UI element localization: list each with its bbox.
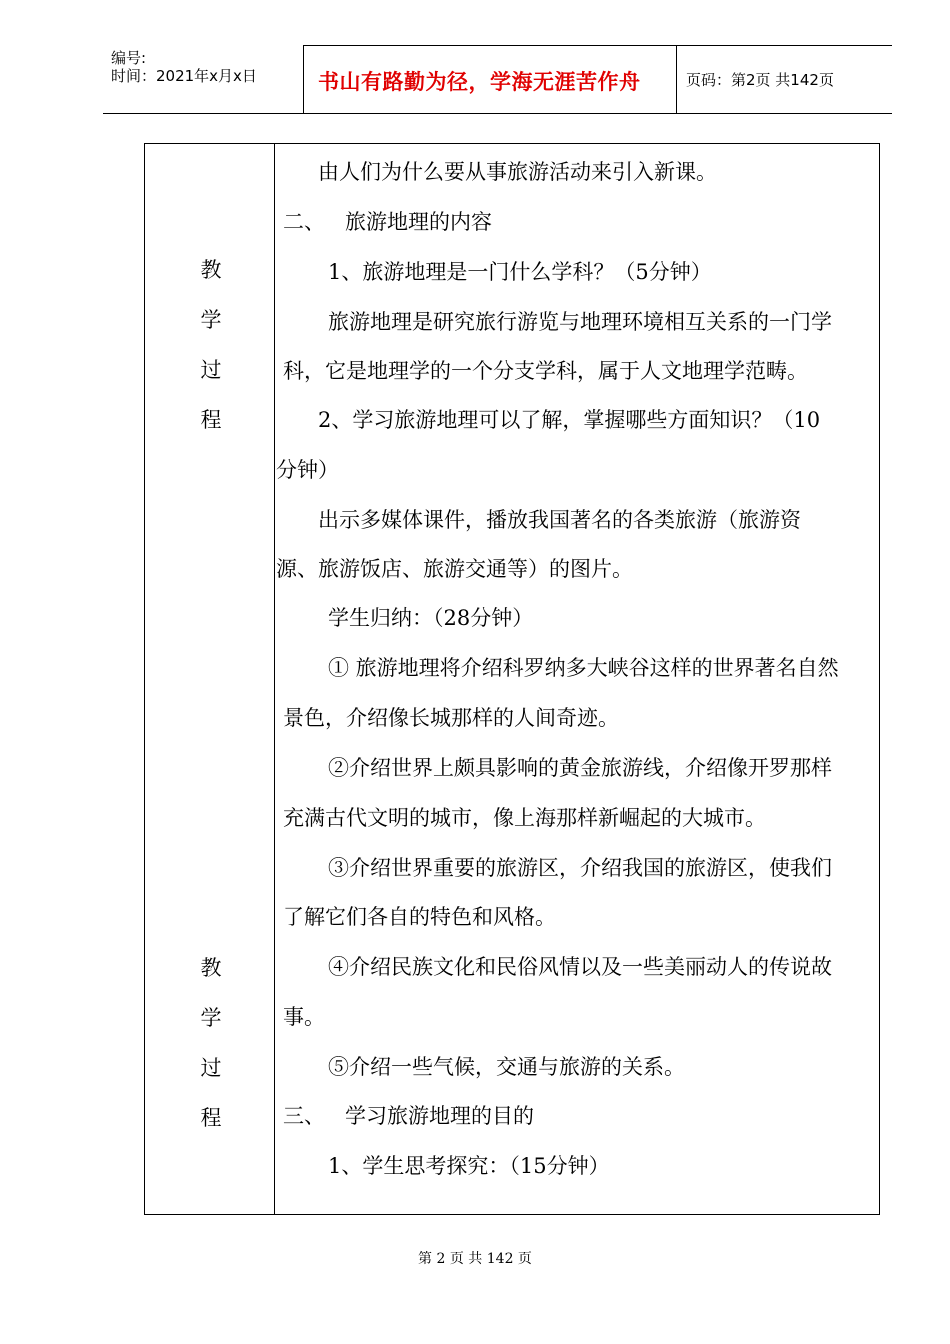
content-line: ① 旅游地理将介绍科罗纳多大峡谷这样的世界著名自然 [328, 656, 839, 680]
sidebar-char: 学 [200, 308, 222, 332]
sidebar-char: 教 [200, 956, 222, 980]
content-line: 分钟） [276, 458, 339, 482]
content-line: 科，它是地理学的一个分支学科，属于人文地理学范畴。 [283, 359, 808, 383]
header-divider-left [303, 45, 304, 113]
content-line: ③介绍世界重要的旅游区，介绍我国的旅游区，使我们 [328, 856, 832, 880]
header-bottom-rule [103, 113, 892, 114]
content-line: 事。 [283, 1005, 325, 1029]
sidebar-char: 教 [200, 258, 222, 282]
content-line: 由人们为什么要从事旅游活动来引入新课。 [318, 160, 717, 184]
sidebar-char: 过 [200, 358, 222, 382]
header-divider-right [676, 45, 677, 113]
content-line: 2、学习旅游地理可以了解，掌握哪些方面知识？（10 [318, 408, 821, 432]
content-line: 源、旅游饭店、旅游交通等）的图片。 [276, 557, 633, 581]
sidebar-char: 学 [200, 1006, 222, 1030]
content-line: ②介绍世界上颇具影响的黄金旅游线，介绍像开罗那样 [328, 756, 832, 780]
header-top-rule [303, 45, 892, 46]
document-time-label: 时间：2021年x月x日 [111, 67, 257, 85]
page-number-label: 页码：第2页 共142页 [686, 71, 834, 89]
content-line: ④介绍民族文化和民俗风情以及一些美丽动人的传说故 [328, 955, 832, 979]
sidebar-char: 程 [200, 1106, 222, 1130]
section-heading: 二、 旅游地理的内容 [283, 210, 493, 234]
section-heading: 三、 学习旅游地理的目的 [283, 1104, 535, 1128]
content-line: 学生归纳：（28分钟） [328, 606, 534, 630]
content-line: 1、学生思考探究：（15分钟） [328, 1154, 610, 1178]
content-line: 出示多媒体课件，播放我国著名的各类旅游（旅游资 [318, 508, 801, 532]
content-line: 1、旅游地理是一门什么学科？（5分钟） [328, 260, 712, 284]
page-footer: 第 2 页 共 142 页 [418, 1251, 532, 1267]
header-motto: 书山有路勤为径，学海无涯苦作舟 [318, 70, 641, 94]
content-line: 旅游地理是研究旅行游览与地理环境相互关系的一门学 [328, 310, 832, 334]
table-column-divider [274, 143, 275, 1214]
document-number-label: 编号: [111, 49, 147, 67]
content-line: ⑤介绍一些气候，交通与旅游的关系。 [328, 1055, 685, 1079]
content-line: 充满古代文明的城市，像上海那样新崛起的大城市。 [283, 806, 766, 830]
sidebar-char: 程 [200, 408, 222, 432]
content-line: 景色，介绍像长城那样的人间奇迹。 [283, 706, 619, 730]
content-line: 了解它们各自的特色和风格。 [283, 905, 556, 929]
sidebar-char: 过 [200, 1056, 222, 1080]
